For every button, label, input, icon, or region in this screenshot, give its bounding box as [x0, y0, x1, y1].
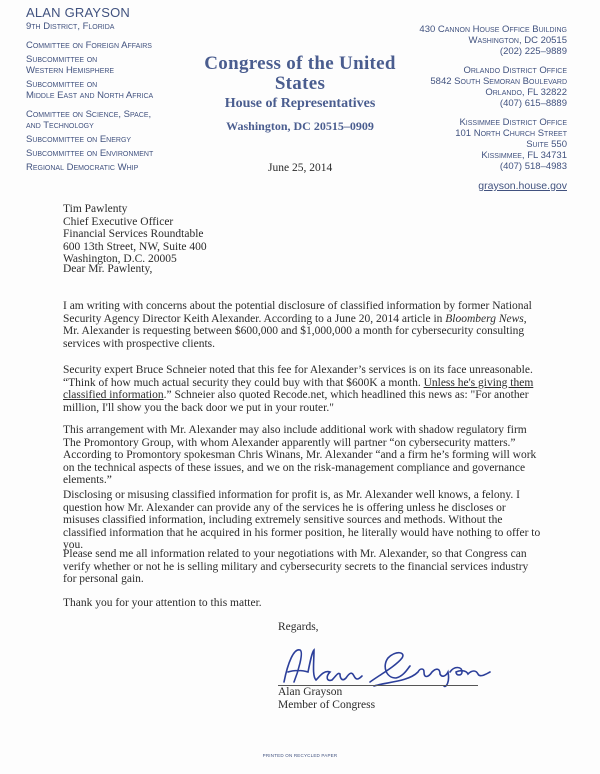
p2-text-end: .” Schneier also quoted Recode.net, which headlined this news as: "For another million, I'll show you the back door we put in your router.": [63, 389, 529, 414]
member-name: ALAN GRAYSON: [26, 5, 131, 20]
committee-item: Subcommittee on: [26, 79, 98, 90]
committee-item: Western Hemisphere: [26, 65, 115, 76]
office-line: Kissimmee District Office: [459, 117, 567, 128]
office-line: 101 North Church Street: [455, 128, 567, 139]
recipient-line: Washington, D.C. 20005: [63, 253, 177, 265]
letter-date: June 25, 2014: [268, 162, 333, 174]
office-line: Suite 550: [526, 139, 567, 150]
letterhead-right: [357, 24, 567, 192]
house-title: House of Representatives: [224, 96, 376, 111]
publication-name: Bloomberg News: [445, 312, 524, 325]
office-line: Kissimmee, FL 34731: [481, 150, 567, 161]
office-line: Orlando, FL 32822: [485, 87, 567, 98]
member-district: 9th District, Florida: [26, 21, 115, 32]
p2-text: Security expert Bruce Schneier noted that this fee for Alexander’s services is on its face unreasonable. “Think of how much actual security they could buy with that $600K a month.: [63, 364, 533, 389]
office-line: 5842 South Semoran Boulevard: [430, 76, 567, 87]
office-line: Washington, DC 20515: [468, 35, 567, 46]
recycled-paper-note: PRINTED ON RECYCLED PAPER: [262, 753, 338, 758]
recipient-line: Chief Executive Officer: [63, 215, 174, 228]
recipient-line: Financial Services Roundtable: [63, 228, 204, 240]
signer-block: [278, 686, 375, 712]
website-link[interactable]: grayson.house.gov: [478, 180, 567, 192]
committee-item: and Technology: [26, 120, 94, 131]
paragraph-1: [63, 300, 543, 350]
office-line: (202) 225–9889: [499, 46, 567, 57]
recipient-address: [63, 203, 543, 266]
office-line: 430 Cannon House Office Building: [419, 24, 567, 35]
dc-office: [357, 24, 567, 57]
underlined-quote: Unless he's giving them classified information: [63, 376, 534, 401]
p1-text: I am writing with concerns about the potential disclosure of classified information by former National Security Agency Director Keith Alexander. According to a June 20, 2014 article in: [63, 300, 532, 325]
handwritten-signature: [278, 642, 508, 688]
committee-item: Subcommittee on Environment: [26, 148, 154, 159]
kissimmee-office: [357, 117, 567, 172]
recipient-line: Tim Pawlenty: [63, 203, 128, 215]
committee-item: Subcommittee on: [26, 54, 98, 65]
office-line: (407) 518–4983: [499, 161, 567, 172]
paragraph-2: [63, 364, 543, 414]
closing: Regards,: [278, 621, 319, 633]
paragraph-6: Thank you for your attention to this matter.: [63, 597, 262, 609]
letterhead-left: [26, 5, 206, 173]
house-address: Washington, DC 20515–0909: [226, 119, 374, 133]
paragraph-5: Please send me all information related to your negotiations with Mr. Alexander, so that Congress can verify whether or not he is selling military and cybersecurity secrets to the financial services industry for personal gain.: [63, 548, 529, 585]
signer-name: Alan Grayson: [278, 686, 343, 698]
office-line: Orlando District Office: [463, 65, 567, 76]
congress-title: Congress of the United States: [204, 53, 396, 94]
committee-item: Subcommittee on Energy: [26, 134, 132, 145]
signer-title: Member of Congress: [278, 699, 376, 711]
committee-item: Committee on Foreign Affairs: [26, 40, 152, 51]
paragraph-3: This arrangement with Mr. Alexander may also include additional work with shadow regulatory firm The Promontory Group, with whom Alexander apparently will partner “on cybersecurity matters.” According to Promontory spokesman Chris Winans, Mr. Alexander “and a firm he’s forming will work on the technical aspects of these issues, and we on the risk-management compliance and governance elements.”: [63, 424, 537, 486]
committee-item: Regional Democratic Whip: [26, 162, 139, 173]
paragraph-4: Disclosing or misusing classified information for profit is, as Mr. Alexander well knows, a felony. I question how Mr. Alexander can provide any of the services he is offering unless he discloses or misuses classified information, including extremely sensitive sources and methods. Without the classified information that he acquired in his former position, he literally would have nothing to offer to you.: [63, 489, 541, 551]
committee-item: Middle East and North Africa: [26, 90, 154, 101]
orlando-office: [357, 65, 567, 109]
office-line: (407) 615–8889: [499, 98, 567, 109]
committee-item: Committee on Science, Space,: [26, 109, 152, 120]
salutation: Dear Mr. Pawlenty,: [63, 263, 153, 275]
recipient-line: 600 13th Street, NW, Suite 400: [63, 240, 207, 253]
p1-text-end: , Mr. Alexander is requesting between $600,000 and $1,000,000 a month for cybersecurity consulting services with prospective clients.: [63, 312, 527, 350]
